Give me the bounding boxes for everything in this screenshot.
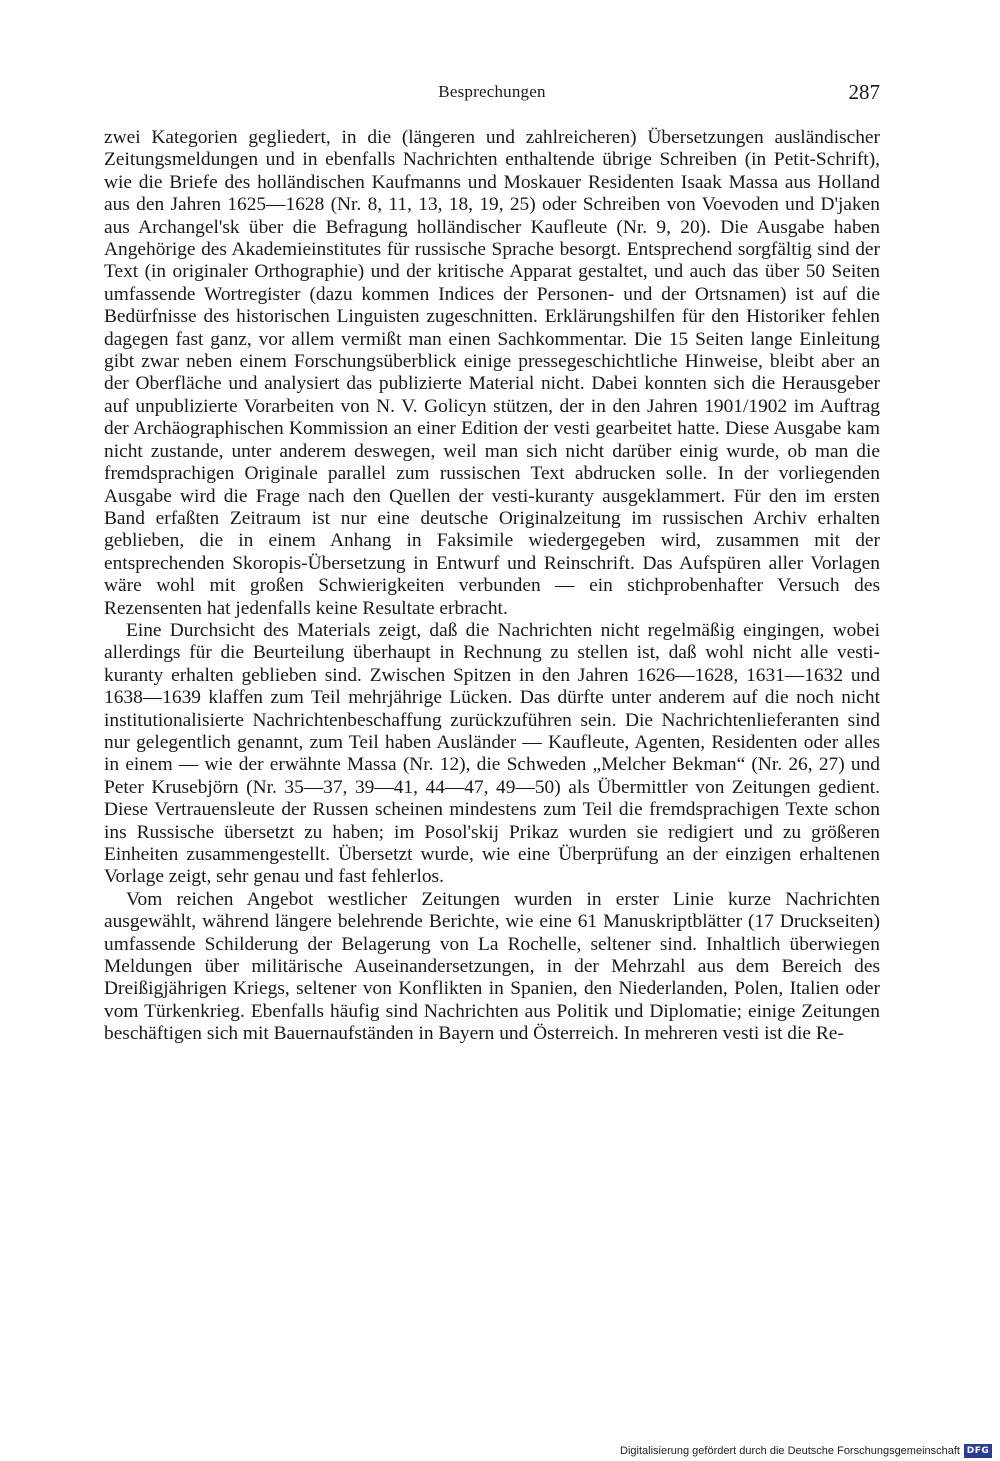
page-number: 287 <box>848 80 880 104</box>
running-header <box>104 80 880 112</box>
funding-note: Digitalisierung gefördert durch die Deutsche Forschungsgemeinschaft <box>620 1445 960 1457</box>
paragraph: zwei Kategorien gegliedert, in die (längeren und zahlreicheren) Übersetzungen ausländischer Zeitungsmeldungen und in ebenfalls Nachrichten enthaltende übrige Schreiben (in Petit-Schrift), wie die Briefe des holländischen Kaufmanns und Moskauer Residenten Isaak Massa aus Holland aus den Jahren 1625—1628 (Nr. 8, 11, 13, 18, 19, 25) oder Schreiben von Voevoden und D'jaken aus Archangel'sk über die Befragung holländischer Kaufleute (Nr. 9, 20). Die Ausgabe haben Angehörige des Akademieinstitutes für russische Sprache besorgt. Entsprechend sorgfältig sind der Text (in originaler Orthographie) und der kritische Apparat gestaltet, und auch das über 50 Seiten umfassende Wortregister (dazu kommen Indices der Personen- und der Ortsnamen) ist auf die Bedürfnisse des historischen Linguisten zugeschnitten. Erklärungshilfen für den Historiker fehlen dagegen fast ganz, vor allem vermißt man einen Sachkommentar. Die 15 Seiten lange Einleitung gibt zwar neben einem Forschungsüberblick einige pressegeschichtliche Hinweise, bleibt aber an der Oberfläche und analysiert das publizierte Material nicht. Dabei konnten sich die Herausgeber auf unpublizierte Vorarbeiten von N. V. Golicyn stützen, der in den Jahren 1901/1902 im Auftrag der Archäographischen Kommission an einer Edition der vesti gearbeitet hatte. Diese Ausgabe kam nicht zustande, unter anderem deswegen, weil man sich nicht darüber einig wurde, ob man die fremdsprachigen Originale parallel zum russischen Text abdrucken solle. In der vorliegenden Ausgabe wird die Frage nach den Quellen der vesti-kuranty ausgeklammert. Für den im ersten Band erfaßten Zeitraum ist nur eine deutsche Originalzeitung im russischen Archiv erhalten geblieben, die in einem Anhang in Faksimile wiedergegeben wird, zusammen mit der entsprechenden Skoropis-Übersetzung in Entwurf und Reinschrift. Das Aufspüren aller Vorlagen wäre wohl mit großen Schwierigkeiten verbunden — ein stichprobenhafter Versuch des Rezensenten hat jedenfalls keine Resultate erbracht. <box>104 127 880 619</box>
body-text <box>104 127 880 1046</box>
paragraph: Eine Durchsicht des Materials zeigt, daß die Nachrichten nicht regelmäßig eingingen, wobei allerdings für die Beurteilung überhaupt in Rechnung zu stellen ist, daß wohl nicht alle vesti-kuranty erhalten geblieben sind. Zwischen Spitzen in den Jahren 1626—1628, 1631—1632 und 1638—1639 klaffen zum Teil mehrjährige Lücken. Das dürfte unter anderem auf die noch nicht institutionalisierte Nachrichtenbeschaffung zurückzuführen sein. Die Nachrichtenlieferanten sind nur gelegentlich genannt, zum Teil haben Ausländer — Kaufleute, Agenten, Residenten oder alles in einem — wie der erwähnte Massa (Nr. 12), die Schweden „Melcher Bekman“ (Nr. 26, 27) und Peter Krusebjörn (Nr. 35—37, 39—41, 44—47, 49—50) als Übermittler von Zeitungen gedient. Diese Vertrauensleute der Russen scheinen mindestens zum Teil die fremdsprachigen Texte schon ins Russische übersetzt zu haben; im Posol'skij Prikaz wurden sie redigiert und zu größeren Einheiten zusammengestellt. Übersetzt wurde, wie eine Überprüfung an der einzigen erhaltenen Vorlage zeigt, sehr genau und fast fehlerlos. <box>104 619 880 888</box>
dfg-logo: DFG <box>964 1444 992 1458</box>
paragraph: Vom reichen Angebot westlicher Zeitungen wurden in erster Linie kurze Nachrichten ausgewählt, während längere belehrende Berichte, wie eine 61 Manuskriptblätter (17 Druckseiten) umfassende Schilderung der Belagerung von La Rochelle, seltener sind. Inhaltlich überwiegen Meldungen über militärische Auseinandersetzungen, in der Mehrzahl aus dem Bereich des Dreißigjährigen Kriegs, seltener von Konflikten in Spanien, den Niederlanden, Polen, Italien oder vom Türkenkrieg. Ebenfalls häufig sind Nachrichten aus Politik und Diplomatie; einige Zeitungen beschäftigen sich mit Bauernaufständen in Bayern und Österreich. In mehreren vesti ist die Re- <box>104 888 880 1045</box>
page-footer <box>0 1437 1000 1461</box>
running-title: Besprechungen <box>438 82 546 101</box>
